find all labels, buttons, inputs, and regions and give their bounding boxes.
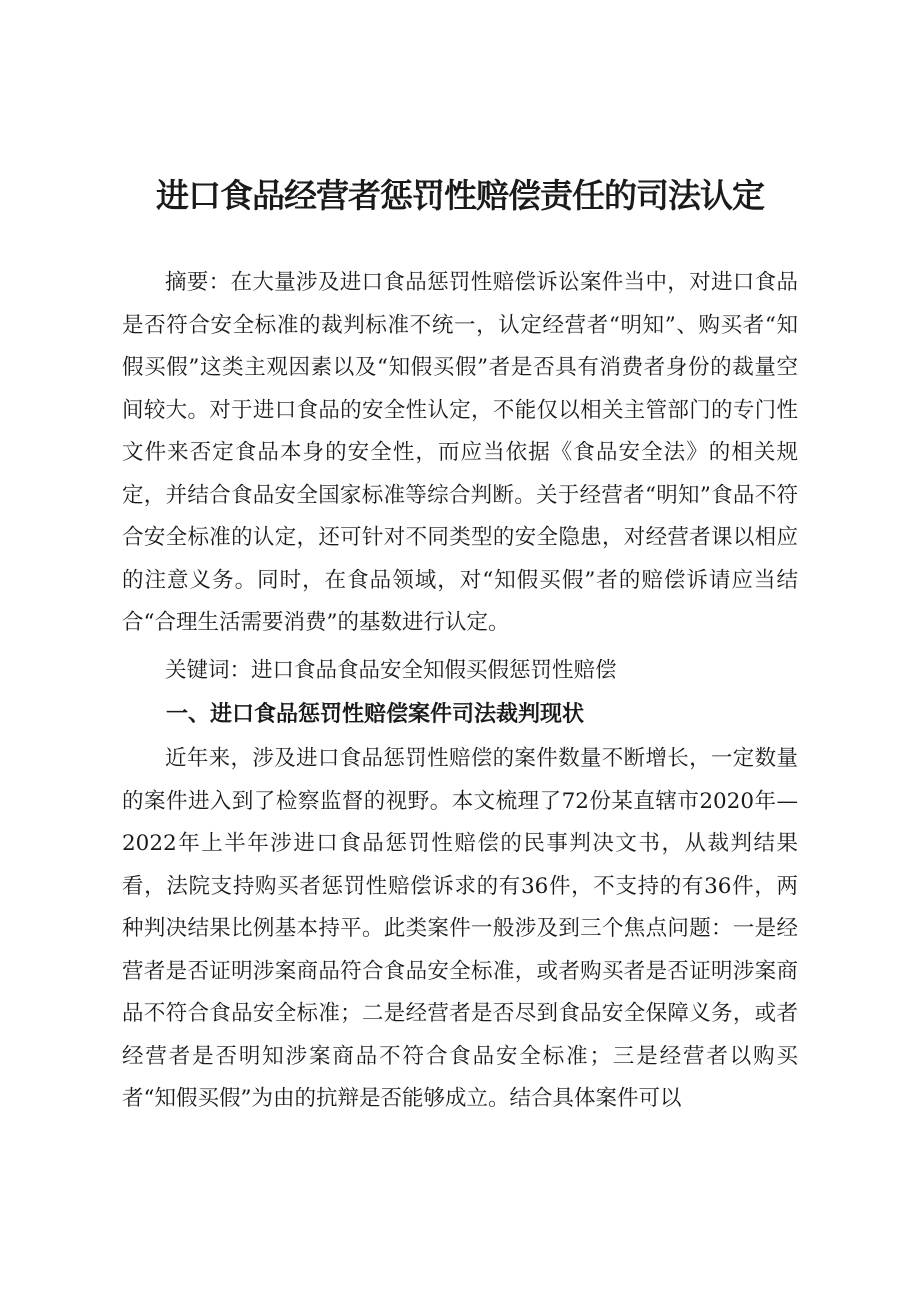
section-heading: 一、进口食品惩罚性赔偿案件司法裁判现状 (166, 702, 585, 727)
body-paragraph: 近年来，涉及进口食品惩罚性赔偿的案件数量不断增长，一定数量的案件进入到了检察监督的视野。本文梳理了72份某直辖市2020年—2022年上半年涉进口食品惩罚性赔偿的民事判决文书，从裁判结果看，法院支持购买者惩罚性赔偿诉求的有36件，不支持的有36件，两种判决结果比例基本持平。此类案件一般涉及到三个焦点问题：一是经营者是否证明涉案商品符合食品安全标准，或者购买者是否证明涉案商品不符合食品安全标准；二是经营者是否尽到食品安全保障义务，或者经营者是否明知涉案商品不符合食品安全标准；三是经营者以购买者“知假买假”为由的抗辩是否能够成立。结合具体案件可以 (122, 746, 798, 1111)
keywords-line: 关键词：进口食品食品安全知假买假惩罚性赔偿 (165, 658, 617, 683)
document-title: 进口食品经营者惩罚性赔偿责任的司法认定 (156, 176, 764, 215)
abstract-paragraph: 摘要：在大量涉及进口食品惩罚性赔偿诉讼案件当中，对进口食品是否符合安全标准的裁判标准不统一，认定经营者“明知”、购买者“知假买假”这类主观因素以及“知假买假”者是否具有消费者身份的裁量空间较大。对于进口食品的安全性认定，不能仅以相关主管部门的专门性文件来否定食品本身的安全性，而应当依据《食品安全法》的相关规定，并结合食品安全国家标准等综合判断。关于经营者“明知”食品不符合安全标准的认定，还可针对不同类型的安全隐患，对经营者课以相应的注意义务。同时，在食品领域，对“知假买假”者的赔偿诉请应当结合“合理生活需要消费”的基数进行认定。 (122, 270, 798, 635)
